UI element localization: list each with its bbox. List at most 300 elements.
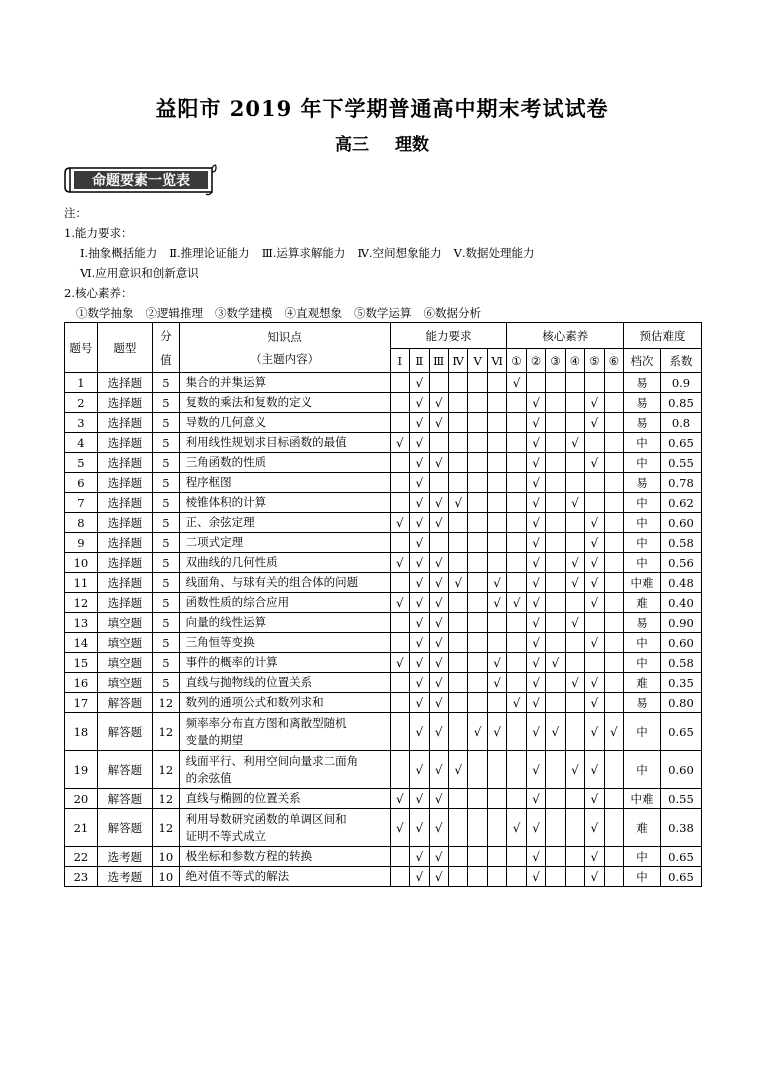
- cell-coef: 0.55: [660, 453, 701, 473]
- cell-ability: [390, 413, 409, 433]
- cell-ability: √: [410, 553, 429, 573]
- cell-ability: √: [429, 493, 448, 513]
- cell-core: √: [526, 633, 545, 653]
- cell-core: √: [507, 809, 526, 847]
- cell-knowledge: [179, 613, 390, 633]
- cell-core: [565, 847, 584, 867]
- cell-ability: [448, 713, 467, 751]
- cell-ability: √: [429, 751, 448, 789]
- core-heading: 2.核心素养：: [64, 286, 133, 300]
- cell-core: √: [526, 473, 545, 493]
- cell-coef: 0.58: [660, 533, 701, 553]
- cell-core: [585, 373, 604, 393]
- knowledge-line: 直线与椭圆的位置关系: [185, 791, 301, 805]
- cell-score: 5: [153, 633, 180, 653]
- cell-core: √: [526, 453, 545, 473]
- cell-core: [565, 867, 584, 887]
- table-row: [65, 473, 702, 493]
- cell-core: √: [585, 809, 604, 847]
- cell-ability: √: [410, 533, 429, 553]
- cell-knowledge: [179, 473, 390, 493]
- cell-ability: [390, 453, 409, 473]
- knowledge-line: 三角恒等变换: [185, 635, 255, 649]
- cell-core: [526, 373, 545, 393]
- cell-score: 5: [153, 593, 180, 613]
- core-item: ⑤数学运算: [354, 306, 412, 320]
- table-row: [65, 393, 702, 413]
- cell-ability: √: [410, 867, 429, 887]
- cell-ability: [390, 751, 409, 789]
- cell-core: √: [526, 533, 545, 553]
- cell-level: 中难: [624, 789, 661, 809]
- cell-core: √: [585, 847, 604, 867]
- cell-type: 填空题: [97, 613, 152, 633]
- cell-core: [565, 373, 584, 393]
- cell-ability: √: [429, 789, 448, 809]
- cell-ability: √: [487, 573, 506, 593]
- cell-core: √: [565, 673, 584, 693]
- cell-score: 12: [153, 751, 180, 789]
- cell-core: [604, 653, 623, 673]
- cell-ability: [487, 413, 506, 433]
- cell-type: 选择题: [97, 553, 152, 573]
- cell-coef: 0.48: [660, 573, 701, 593]
- cell-type: 解答题: [97, 751, 152, 789]
- cell-core: [565, 693, 584, 713]
- cell-ability: [468, 533, 487, 553]
- cell-ability: [468, 847, 487, 867]
- table-row: [65, 847, 702, 867]
- cell-core: [546, 751, 565, 789]
- cell-num: 23: [65, 867, 98, 887]
- cell-score: 12: [153, 809, 180, 847]
- cell-ability: √: [487, 673, 506, 693]
- cell-ability: √: [390, 513, 409, 533]
- table-row: [65, 633, 702, 653]
- knowledge-line: 证明不等式成立: [185, 828, 267, 843]
- cell-ability: √: [410, 613, 429, 633]
- cell-knowledge: [179, 493, 390, 513]
- cell-ability: √: [410, 573, 429, 593]
- notes-section: [64, 203, 547, 323]
- cell-ability: [390, 713, 409, 751]
- cell-core: √: [585, 789, 604, 809]
- cell-score: 10: [153, 867, 180, 887]
- cell-core: √: [526, 751, 545, 789]
- knowledge-line: 直线与抛物线的位置关系: [185, 675, 313, 689]
- cell-ability: √: [410, 513, 429, 533]
- cell-ability: [390, 473, 409, 493]
- cell-level: 难: [624, 673, 661, 693]
- cell-ability: √: [410, 473, 429, 493]
- cell-ability: [468, 789, 487, 809]
- cell-core: [604, 867, 623, 887]
- header-ability-col: Ⅱ: [410, 349, 429, 373]
- knowledge-line: 极坐标和参数方程的转换: [185, 849, 313, 863]
- cell-core: [546, 867, 565, 887]
- cell-score: 5: [153, 433, 180, 453]
- cell-core: [546, 693, 565, 713]
- cell-ability: [487, 433, 506, 453]
- cell-coef: 0.55: [660, 789, 701, 809]
- cell-core: [565, 413, 584, 433]
- cell-num: 5: [65, 453, 98, 473]
- cell-type: 填空题: [97, 673, 152, 693]
- header-core-col: ④: [565, 349, 584, 373]
- cell-core: √: [565, 553, 584, 573]
- cell-ability: [487, 847, 506, 867]
- cell-num: 3: [65, 413, 98, 433]
- table-row: [65, 533, 702, 553]
- cell-core: [546, 453, 565, 473]
- cell-num: 6: [65, 473, 98, 493]
- cell-level: 易: [624, 373, 661, 393]
- cell-ability: √: [429, 553, 448, 573]
- header-score-line1: 分: [160, 328, 172, 343]
- cell-coef: 0.8: [660, 413, 701, 433]
- cell-core: [565, 789, 584, 809]
- header-score-line2: 值: [160, 352, 172, 367]
- cell-coef: 0.90: [660, 613, 701, 633]
- table-row: [65, 789, 702, 809]
- table-row: [65, 751, 702, 789]
- cell-knowledge: [179, 847, 390, 867]
- cell-level: 易: [624, 413, 661, 433]
- core-item: ⑥数据分析: [423, 306, 481, 320]
- table-row: [65, 713, 702, 751]
- cell-core: [565, 473, 584, 493]
- cell-coef: 0.62: [660, 493, 701, 513]
- header-core-col: ⑥: [604, 349, 623, 373]
- table-row: [65, 653, 702, 673]
- cell-ability: [468, 393, 487, 413]
- cell-core: [546, 473, 565, 493]
- cell-ability: [448, 693, 467, 713]
- cell-type: 解答题: [97, 809, 152, 847]
- knowledge-line: 变量的期望: [185, 732, 244, 747]
- cell-num: 15: [65, 653, 98, 673]
- cell-core: [604, 413, 623, 433]
- cell-type: 选择题: [97, 393, 152, 413]
- cell-knowledge: [179, 593, 390, 613]
- cell-coef: 0.58: [660, 653, 701, 673]
- cell-ability: [448, 653, 467, 673]
- header-core: 核心素养: [507, 323, 624, 349]
- cell-core: [604, 433, 623, 453]
- header-score: [153, 323, 180, 373]
- cell-core: [604, 493, 623, 513]
- cell-core: [604, 789, 623, 809]
- cell-ability: √: [429, 413, 448, 433]
- cell-score: 5: [153, 513, 180, 533]
- cell-type: 选择题: [97, 593, 152, 613]
- cell-core: [604, 809, 623, 847]
- cell-ability: [448, 673, 467, 693]
- page-title: 益阳市 2019 年下学期普通高中期末考试试卷: [155, 96, 609, 121]
- cell-score: 5: [153, 453, 180, 473]
- cell-core: [507, 713, 526, 751]
- cell-ability: [468, 453, 487, 473]
- knowledge-line: 集合的并集运算: [185, 375, 267, 389]
- cell-level: 难: [624, 809, 661, 847]
- table-row: [65, 573, 702, 593]
- cell-ability: [487, 533, 506, 553]
- cell-type: 选择题: [97, 533, 152, 553]
- cell-ability: √: [429, 513, 448, 533]
- cell-core: √: [585, 633, 604, 653]
- cell-ability: √: [390, 653, 409, 673]
- cell-ability: √: [468, 713, 487, 751]
- cell-core: [565, 593, 584, 613]
- cell-knowledge: [179, 673, 390, 693]
- cell-level: 中: [624, 453, 661, 473]
- knowledge-line: 复数的乘法和复数的定义: [185, 395, 313, 409]
- cell-ability: [487, 393, 506, 413]
- cell-score: 12: [153, 789, 180, 809]
- cell-type: 选择题: [97, 493, 152, 513]
- cell-ability: [468, 433, 487, 453]
- cell-score: 5: [153, 373, 180, 393]
- cell-type: 选考题: [97, 847, 152, 867]
- cell-knowledge: [179, 693, 390, 713]
- cell-level: 易: [624, 693, 661, 713]
- cell-ability: √: [487, 593, 506, 613]
- cell-ability: [468, 553, 487, 573]
- cell-core: [585, 653, 604, 673]
- cell-knowledge: [179, 433, 390, 453]
- cell-level: 中: [624, 553, 661, 573]
- cell-num: 7: [65, 493, 98, 513]
- cell-ability: [468, 693, 487, 713]
- cell-core: [546, 433, 565, 453]
- cell-core: [507, 513, 526, 533]
- cell-ability: [390, 867, 409, 887]
- cell-ability: √: [410, 847, 429, 867]
- cell-core: [604, 673, 623, 693]
- cell-knowledge: [179, 633, 390, 653]
- cell-core: √: [526, 673, 545, 693]
- cell-core: √: [526, 693, 545, 713]
- header-ability-col: Ⅲ: [429, 349, 448, 373]
- ability-item: Ⅰ.抽象概括能力: [80, 246, 158, 260]
- cell-ability: [390, 673, 409, 693]
- cell-core: √: [565, 433, 584, 453]
- cell-ability: [468, 613, 487, 633]
- cell-core: √: [526, 653, 545, 673]
- cell-ability: [448, 789, 467, 809]
- cell-core: √: [526, 573, 545, 593]
- cell-core: [546, 553, 565, 573]
- cell-type: 选择题: [97, 513, 152, 533]
- cell-score: 5: [153, 673, 180, 693]
- cell-level: 易: [624, 473, 661, 493]
- table-row: [65, 493, 702, 513]
- cell-num: 10: [65, 553, 98, 573]
- header-knowledge: [179, 323, 390, 373]
- cell-core: √: [507, 593, 526, 613]
- cell-ability: [429, 373, 448, 393]
- ability-heading: 1.能力要求：: [64, 226, 133, 240]
- ability-item: Ⅱ.推理论证能力: [169, 246, 250, 260]
- cell-knowledge: [179, 513, 390, 533]
- header-level: 档次: [624, 349, 661, 373]
- cell-core: [507, 553, 526, 573]
- cell-ability: [487, 867, 506, 887]
- cell-ability: [448, 613, 467, 633]
- cell-core: √: [585, 713, 604, 751]
- cell-level: 中: [624, 433, 661, 453]
- table-body: [65, 373, 702, 887]
- cell-ability: [390, 393, 409, 413]
- cell-score: 5: [153, 393, 180, 413]
- cell-core: √: [526, 867, 545, 887]
- table-row: [65, 553, 702, 573]
- cell-ability: √: [448, 751, 467, 789]
- cell-core: √: [585, 593, 604, 613]
- element-table: [64, 322, 702, 887]
- cell-knowledge: [179, 453, 390, 473]
- cell-core: √: [526, 713, 545, 751]
- cell-ability: [487, 373, 506, 393]
- cell-ability: [468, 573, 487, 593]
- cell-core: √: [526, 789, 545, 809]
- cell-core: √: [507, 373, 526, 393]
- cell-ability: √: [429, 673, 448, 693]
- cell-core: [565, 809, 584, 847]
- cell-score: 5: [153, 613, 180, 633]
- cell-level: 中: [624, 751, 661, 789]
- cell-core: √: [526, 433, 545, 453]
- cell-core: [604, 393, 623, 413]
- cell-score: 12: [153, 693, 180, 713]
- cell-core: √: [526, 847, 545, 867]
- cell-core: √: [585, 453, 604, 473]
- cell-level: 易: [624, 613, 661, 633]
- cell-ability: [487, 473, 506, 493]
- cell-coef: 0.9: [660, 373, 701, 393]
- cell-core: √: [526, 393, 545, 413]
- ability-list-2: [64, 263, 547, 283]
- cell-core: [507, 493, 526, 513]
- cell-core: [546, 533, 565, 553]
- cell-core: [565, 533, 584, 553]
- cell-coef: 0.60: [660, 751, 701, 789]
- cell-knowledge: [179, 713, 390, 751]
- cell-coef: 0.85: [660, 393, 701, 413]
- cell-ability: √: [429, 867, 448, 887]
- cell-ability: [487, 751, 506, 789]
- knowledge-line: 双曲线的几何性质: [185, 555, 278, 569]
- cell-core: [507, 453, 526, 473]
- cell-core: [507, 473, 526, 493]
- cell-core: √: [585, 513, 604, 533]
- header-difficulty: 预估难度: [624, 323, 702, 349]
- cell-ability: [487, 553, 506, 573]
- cell-ability: √: [390, 809, 409, 847]
- knowledge-line: 程序框图: [185, 475, 232, 489]
- knowledge-line: 线面平行、利用空间向量求二面角: [185, 753, 359, 768]
- cell-ability: [468, 809, 487, 847]
- table-row: [65, 593, 702, 613]
- cell-ability: [448, 513, 467, 533]
- cell-ability: √: [429, 593, 448, 613]
- cell-core: [604, 373, 623, 393]
- banner-scroll-icon: [64, 162, 218, 196]
- core-item: ③数学建模: [215, 306, 273, 320]
- cell-ability: √: [429, 809, 448, 847]
- cell-core: [585, 433, 604, 453]
- knowledge-line: 函数性质的综合应用: [185, 595, 290, 609]
- cell-knowledge: [179, 573, 390, 593]
- cell-type: 选考题: [97, 867, 152, 887]
- cell-ability: [390, 633, 409, 653]
- cell-type: 解答题: [97, 693, 152, 713]
- core-list: [64, 303, 547, 323]
- cell-ability: [448, 453, 467, 473]
- banner-text: 命题要素一览表: [92, 173, 190, 189]
- cell-core: [507, 653, 526, 673]
- knowledge-line: 导数的几何意义: [185, 415, 267, 429]
- cell-type: 选择题: [97, 433, 152, 453]
- cell-ability: [390, 847, 409, 867]
- cell-ability: √: [410, 653, 429, 673]
- cell-core: √: [526, 613, 545, 633]
- cell-core: [546, 513, 565, 533]
- cell-type: 填空题: [97, 653, 152, 673]
- cell-core: [507, 413, 526, 433]
- cell-knowledge: [179, 553, 390, 573]
- cell-core: [604, 847, 623, 867]
- cell-core: [546, 573, 565, 593]
- cell-type: 选择题: [97, 473, 152, 493]
- cell-num: 21: [65, 809, 98, 847]
- cell-ability: [448, 809, 467, 847]
- cell-coef: 0.35: [660, 673, 701, 693]
- cell-type: 解答题: [97, 789, 152, 809]
- cell-ability: [468, 673, 487, 693]
- cell-num: 9: [65, 533, 98, 553]
- cell-core: [604, 613, 623, 633]
- cell-score: 5: [153, 533, 180, 553]
- cell-ability: [448, 553, 467, 573]
- cell-ability: [448, 847, 467, 867]
- knowledge-line: 利用线性规划求目标函数的最值: [185, 435, 347, 449]
- cell-knowledge: [179, 533, 390, 553]
- cell-num: 11: [65, 573, 98, 593]
- cell-num: 16: [65, 673, 98, 693]
- cell-level: 中: [624, 713, 661, 751]
- cell-ability: [468, 653, 487, 673]
- cell-ability: √: [410, 693, 429, 713]
- cell-type: 解答题: [97, 713, 152, 751]
- cell-ability: [448, 433, 467, 453]
- cell-score: 12: [153, 713, 180, 751]
- cell-ability: √: [410, 373, 429, 393]
- table-row: [65, 433, 702, 453]
- cell-ability: √: [487, 713, 506, 751]
- cell-knowledge: [179, 809, 390, 847]
- cell-core: √: [585, 533, 604, 553]
- cell-ability: √: [429, 653, 448, 673]
- cell-ability: [487, 513, 506, 533]
- knowledge-line: 二项式定理: [185, 535, 244, 549]
- cell-core: [507, 751, 526, 789]
- cell-ability: [487, 633, 506, 653]
- cell-core: √: [526, 413, 545, 433]
- cell-coef: 0.60: [660, 633, 701, 653]
- cell-level: 中: [624, 493, 661, 513]
- cell-core: [546, 493, 565, 513]
